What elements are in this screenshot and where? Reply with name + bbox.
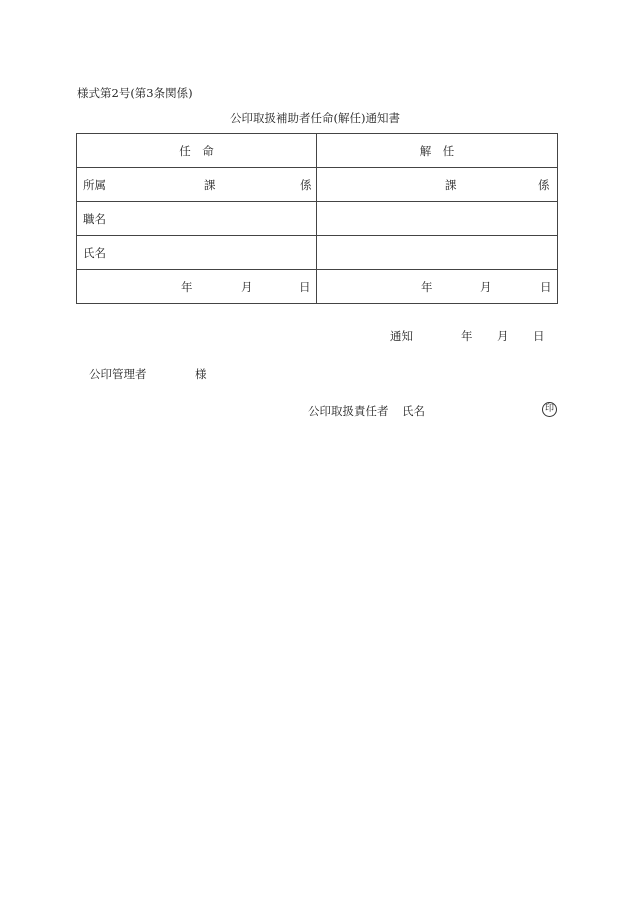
- appointment-name-cell[interactable]: [77, 236, 317, 270]
- day-label: 日: [540, 279, 552, 294]
- month-label: 月: [241, 279, 253, 294]
- signer-title: 公印取扱責任者: [308, 404, 389, 418]
- dismissal-position-cell[interactable]: [317, 202, 558, 236]
- appointment-date-cell[interactable]: [77, 270, 317, 304]
- dismissal-header: 解 任: [419, 143, 455, 158]
- affiliation-row: [77, 168, 558, 202]
- notice-month-label: 月: [497, 329, 509, 343]
- section-label: 課: [445, 177, 457, 192]
- honorific: 様: [195, 367, 207, 381]
- appointment-header: 任 命: [179, 143, 214, 158]
- year-label: 年: [421, 279, 433, 294]
- year-label: 年: [181, 279, 193, 294]
- appointment-table: [76, 133, 558, 304]
- appointment-affiliation-cell[interactable]: [77, 168, 317, 202]
- dismissal-header-cell: [317, 134, 558, 168]
- month-label: 月: [480, 279, 492, 294]
- appointment-position-cell[interactable]: [77, 202, 317, 236]
- dismissal-date-cell[interactable]: [317, 270, 558, 304]
- unit-label: 係: [538, 177, 550, 192]
- affiliation-label: 所属: [83, 177, 106, 192]
- document-title: 公印取扱補助者任命(解任)通知書: [230, 111, 400, 125]
- section-label: 課: [204, 177, 216, 192]
- appointment-header-cell: [77, 134, 317, 168]
- signer-name-label: 氏名: [402, 404, 425, 418]
- date-row: [77, 270, 558, 304]
- table-header-row: [77, 134, 558, 168]
- name-label: 氏名: [83, 245, 106, 260]
- seal-icon: 印: [542, 402, 557, 417]
- notice-label: 通知: [390, 329, 413, 343]
- dismissal-affiliation-cell[interactable]: [317, 168, 558, 202]
- form-number: 様式第2号(第3条関係): [77, 86, 193, 100]
- notice-year-label: 年: [461, 329, 473, 343]
- unit-label: 係: [300, 177, 312, 192]
- dismissal-name-cell[interactable]: [317, 236, 558, 270]
- position-row: [77, 202, 558, 236]
- day-label: 日: [299, 279, 311, 294]
- notice-day-label: 日: [533, 329, 545, 343]
- name-row: [77, 236, 558, 270]
- addressee-title: 公印管理者: [89, 367, 147, 381]
- position-label: 職名: [83, 211, 106, 226]
